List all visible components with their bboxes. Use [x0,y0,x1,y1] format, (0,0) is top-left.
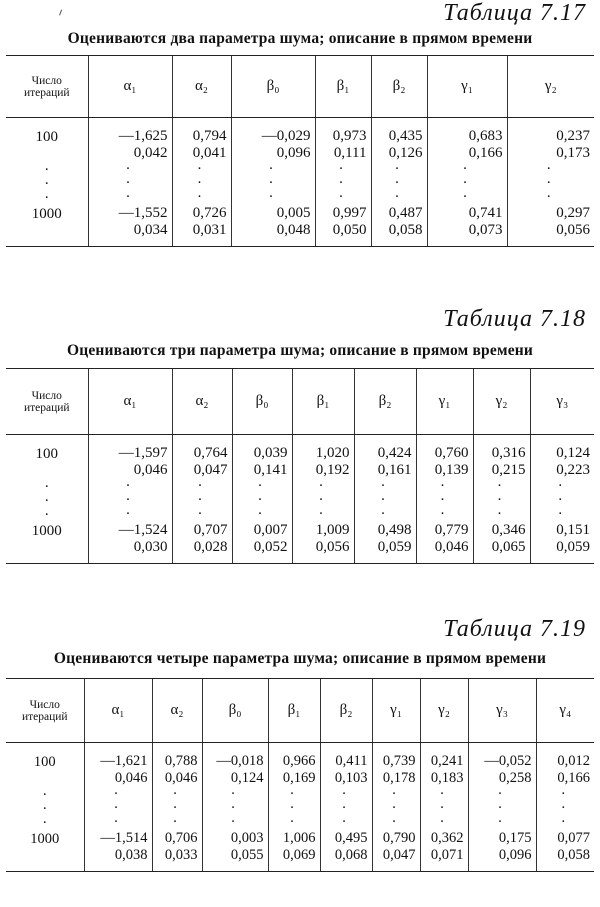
table-row [6,753,594,787]
header-iterations: Число итераций [6,56,88,118]
value-cell: 1,009 0,056 [292,522,354,556]
header-beta1: β₁ [315,56,371,118]
table-row [6,128,594,162]
value-cell: 0,779 0,046 [416,522,473,556]
value-cell: 0,794 0,041 [172,128,231,162]
value-cell: 0,790 0,047 [372,830,420,864]
header-row [6,369,594,435]
header-gamma2: γ₂ [473,369,530,435]
value-cell: 0,435 0,126 [371,128,427,162]
header-beta1: β₁ [268,679,320,743]
header-gamma1: γ₁ [427,56,507,118]
value-cell: 0,498 0,059 [354,522,416,556]
header-beta1: β₁ [292,369,354,435]
value-cell: —0,018 0,124 [202,753,268,787]
header-beta2: β₂ [354,369,416,435]
value-cell: 0,788 0,046 [152,753,202,787]
value-cell: 0,124 0,223 [530,445,594,479]
iter-cell: 1000 [31,522,62,539]
value-cell: 1,020 0,192 [292,445,354,479]
value-cell: 0,764 0,047 [172,445,232,479]
data-table-7-19 [6,678,594,872]
value-cell: —1,524 0,030 [88,522,172,556]
value-cell: 0,739 0,178 [372,753,420,787]
value-cell: 0,495 0,068 [320,830,372,864]
value-cell: 0,077 0,058 [536,830,594,864]
header-iterations: Число итераций [6,369,88,435]
header-gamma2: γ₂ [420,679,468,743]
value-cell: 0,997 0,050 [315,205,371,239]
table-caption: Оцениваются четыре параметра шума; описание в прямом времени [53,650,547,667]
iter-cell: 100 [33,753,56,770]
value-cell: 0,316 0,215 [473,445,530,479]
value-cell: 0,039 0,141 [232,445,292,479]
value-cell: 0,683 0,166 [427,128,507,162]
header-iterations: Число итераций [6,679,84,743]
ellipsis-row: · · · · · · · · · · · · · · · · · · · · · · · · · · · · · · [6,787,594,830]
data-table-7-18 [6,368,594,564]
header-gamma4: γ₄ [536,679,594,743]
stray-ink-mark [59,9,65,16]
ellipsis-row: · · · · · · · · · · · · · · · · · · · · · · · · · · · [6,479,594,522]
value-cell: 0,706 0,033 [152,830,202,864]
table-number: Таблица 7.17 [443,0,586,26]
value-cell: 0,411 0,103 [320,753,372,787]
header-beta0: β₀ [231,56,315,118]
table-row [6,205,594,239]
value-cell: —1,514 0,038 [84,830,152,864]
header-row [6,56,594,118]
value-cell: 0,424 0,161 [354,445,416,479]
value-cell: —1,597 0,046 [88,445,172,479]
header-alpha1: α₁ [84,679,152,743]
value-cell: 0,237 0,173 [507,128,594,162]
data-table-7-17 [6,55,594,247]
table-row [6,830,594,864]
value-cell: 0,966 0,169 [268,753,320,787]
header-alpha1: α₁ [88,56,172,118]
iter-cell: 1000 [31,205,62,222]
value-cell: —0,052 0,258 [468,753,536,787]
header-beta0: β₀ [232,369,292,435]
table-row [6,522,594,556]
header-beta2: β₂ [320,679,372,743]
iter-cell: 100 [35,445,58,462]
table-row [6,445,594,479]
value-cell: —1,621 0,046 [84,753,152,787]
header-gamma1: γ₁ [416,369,473,435]
header-alpha2: α₂ [172,369,232,435]
iter-cell: 100 [35,128,58,145]
value-cell: —1,552 0,034 [88,205,172,239]
value-cell: 0,973 0,111 [315,128,371,162]
value-cell: 0,005 0,048 [231,205,315,239]
value-cell: 0,241 0,183 [420,753,468,787]
table-number: Таблица 7.18 [443,306,586,332]
table-number: Таблица 7.19 [443,616,586,642]
header-gamma1: γ₁ [372,679,420,743]
value-cell: 0,003 0,055 [202,830,268,864]
header-row [6,679,594,743]
value-cell: 0,012 0,166 [536,753,594,787]
value-cell: 0,297 0,056 [507,205,594,239]
table-caption: Оцениваются три параметра шума; описание в прямом времени [66,342,534,359]
value-cell: 0,487 0,058 [371,205,427,239]
value-cell: 0,346 0,065 [473,522,530,556]
header-beta2: β₂ [371,56,427,118]
value-cell: 0,007 0,052 [232,522,292,556]
iter-cell: 1000 [30,830,60,847]
value-cell: 0,707 0,028 [172,522,232,556]
header-gamma3: γ₃ [530,369,594,435]
value-cell: 0,175 0,096 [468,830,536,864]
value-cell: 0,362 0,071 [420,830,468,864]
ellipsis-row: · · · · · · · · · · · · · · · · · · · · · · · · [6,162,594,205]
header-beta0: β₀ [202,679,268,743]
value-cell: —0,029 0,096 [231,128,315,162]
value-cell: 1,006 0,069 [268,830,320,864]
table-caption: Оцениваются два параметра шума; описание в прямом времени [67,30,533,47]
header-alpha2: α₂ [152,679,202,743]
header-alpha1: α₁ [88,369,172,435]
value-cell: 0,726 0,031 [172,205,231,239]
header-gamma3: γ₃ [468,679,536,743]
value-cell: 0,741 0,073 [427,205,507,239]
header-gamma2: γ₂ [507,56,594,118]
value-cell: —1,625 0,042 [88,128,172,162]
header-alpha2: α₂ [172,56,231,118]
value-cell: 0,151 0,059 [530,522,594,556]
value-cell: 0,760 0,139 [416,445,473,479]
